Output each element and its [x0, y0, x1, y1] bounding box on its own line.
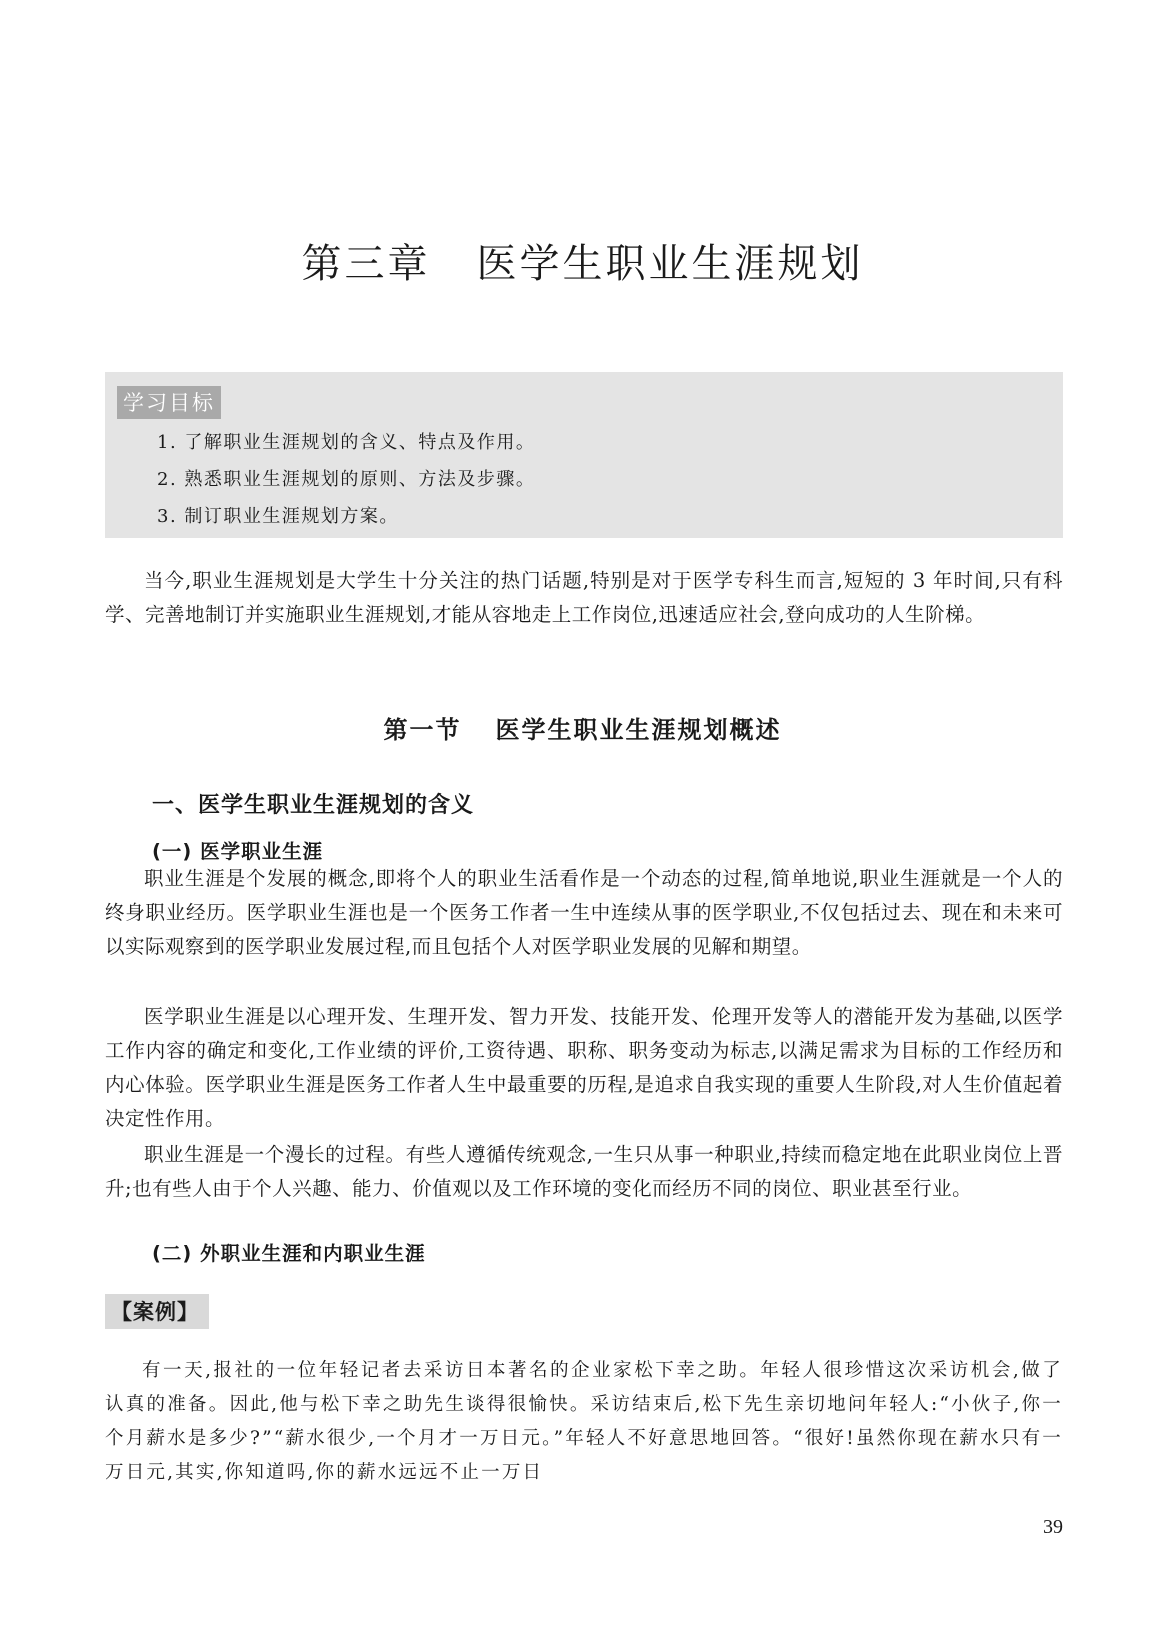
page-number: 39: [1043, 1516, 1063, 1538]
case-paragraph: 有一天,报社的一位年轻记者去采访日本著名的企业家松下幸之助。年轻人很珍惜这次采访机会,做了认真的准备。因此,他与松下幸之助先生谈得很愉快。采访结束后,松下先生亲切地问年轻人:“小伙子,你一个月薪水是多少?”“薪水很少,一个月才一万日元。”年轻人不好意思地回答。“很好!虽然你现在薪水只有一万日元,其实,你知道吗,你的薪水远远不止一万日: [105, 1360, 1063, 1483]
case-label: 【案例】: [105, 1294, 209, 1329]
subheading-outer-inner-career: (二) 外职业生涯和内职业生涯: [152, 1242, 426, 1265]
learning-objectives-label: 学习目标: [117, 386, 221, 419]
learning-objectives-list: [157, 424, 535, 535]
intro-paragraph: 当今,职业生涯规划是大学生十分关注的热门话题,特别是对于医学专科生而言,短短的 3 年时间,只有科学、完善地制订并实施职业生涯规划,才能从容地走上工作岗位,迅速适应社会,登向成功的人生阶梯。: [105, 569, 1063, 626]
objective-item: 3. 制订职业生涯规划方案。: [157, 506, 399, 527]
learning-objectives-box: [105, 372, 1063, 538]
body-paragraph: 医学职业生涯是以心理开发、生理开发、智力开发、技能开发、伦理开发等人的潜能开发为基础,以医学工作内容的确定和变化,工作业绩的评价,工资待遇、职称、职务变动为标志,以满足需求为目标的工作经历和内心体验。医学职业生涯是医务工作者人生中最重要的历程,是追求自我实现的重要人生阶段,对人生价值起着决定性作用。: [105, 1005, 1063, 1130]
chapter-title: [0, 232, 1165, 289]
body-paragraph: 职业生涯是一个漫长的过程。有些人遵循传统观念,一生只从事一种职业,持续而稳定地在此职业岗位上晋升;也有些人由于个人兴趣、能力、价值观以及工作环境的变化而经历不同的岗位、职业甚至行业。: [105, 1143, 1063, 1200]
objective-item: 1. 了解职业生涯规划的含义、特点及作用。: [157, 432, 536, 453]
objective-item: 2. 熟悉职业生涯规划的原则、方法及步骤。: [157, 469, 536, 490]
section-title: [0, 710, 1165, 745]
chapter-name: 医学生职业生涯规划: [476, 241, 864, 287]
subheading-medical-career: (一) 医学职业生涯: [152, 840, 324, 863]
body-paragraph: 职业生涯是个发展的概念,即将个人的职业生活看作是一个动态的过程,简单地说,职业生涯就是一个人的终身职业经历。医学职业生涯也是一个医务工作者一生中连续从事的医学职业,不仅包括过去、现在和未来可以实际观察到的医学职业发展过程,而且包括个人对医学职业发展的见解和期望。: [105, 867, 1063, 958]
heading-meaning: 一、医学生职业生涯规划的含义: [152, 792, 475, 818]
chapter-number: 第三章: [301, 241, 431, 287]
section-number: 第一节: [383, 716, 462, 744]
section-name: 医学生职业生涯规划概述: [495, 716, 782, 744]
